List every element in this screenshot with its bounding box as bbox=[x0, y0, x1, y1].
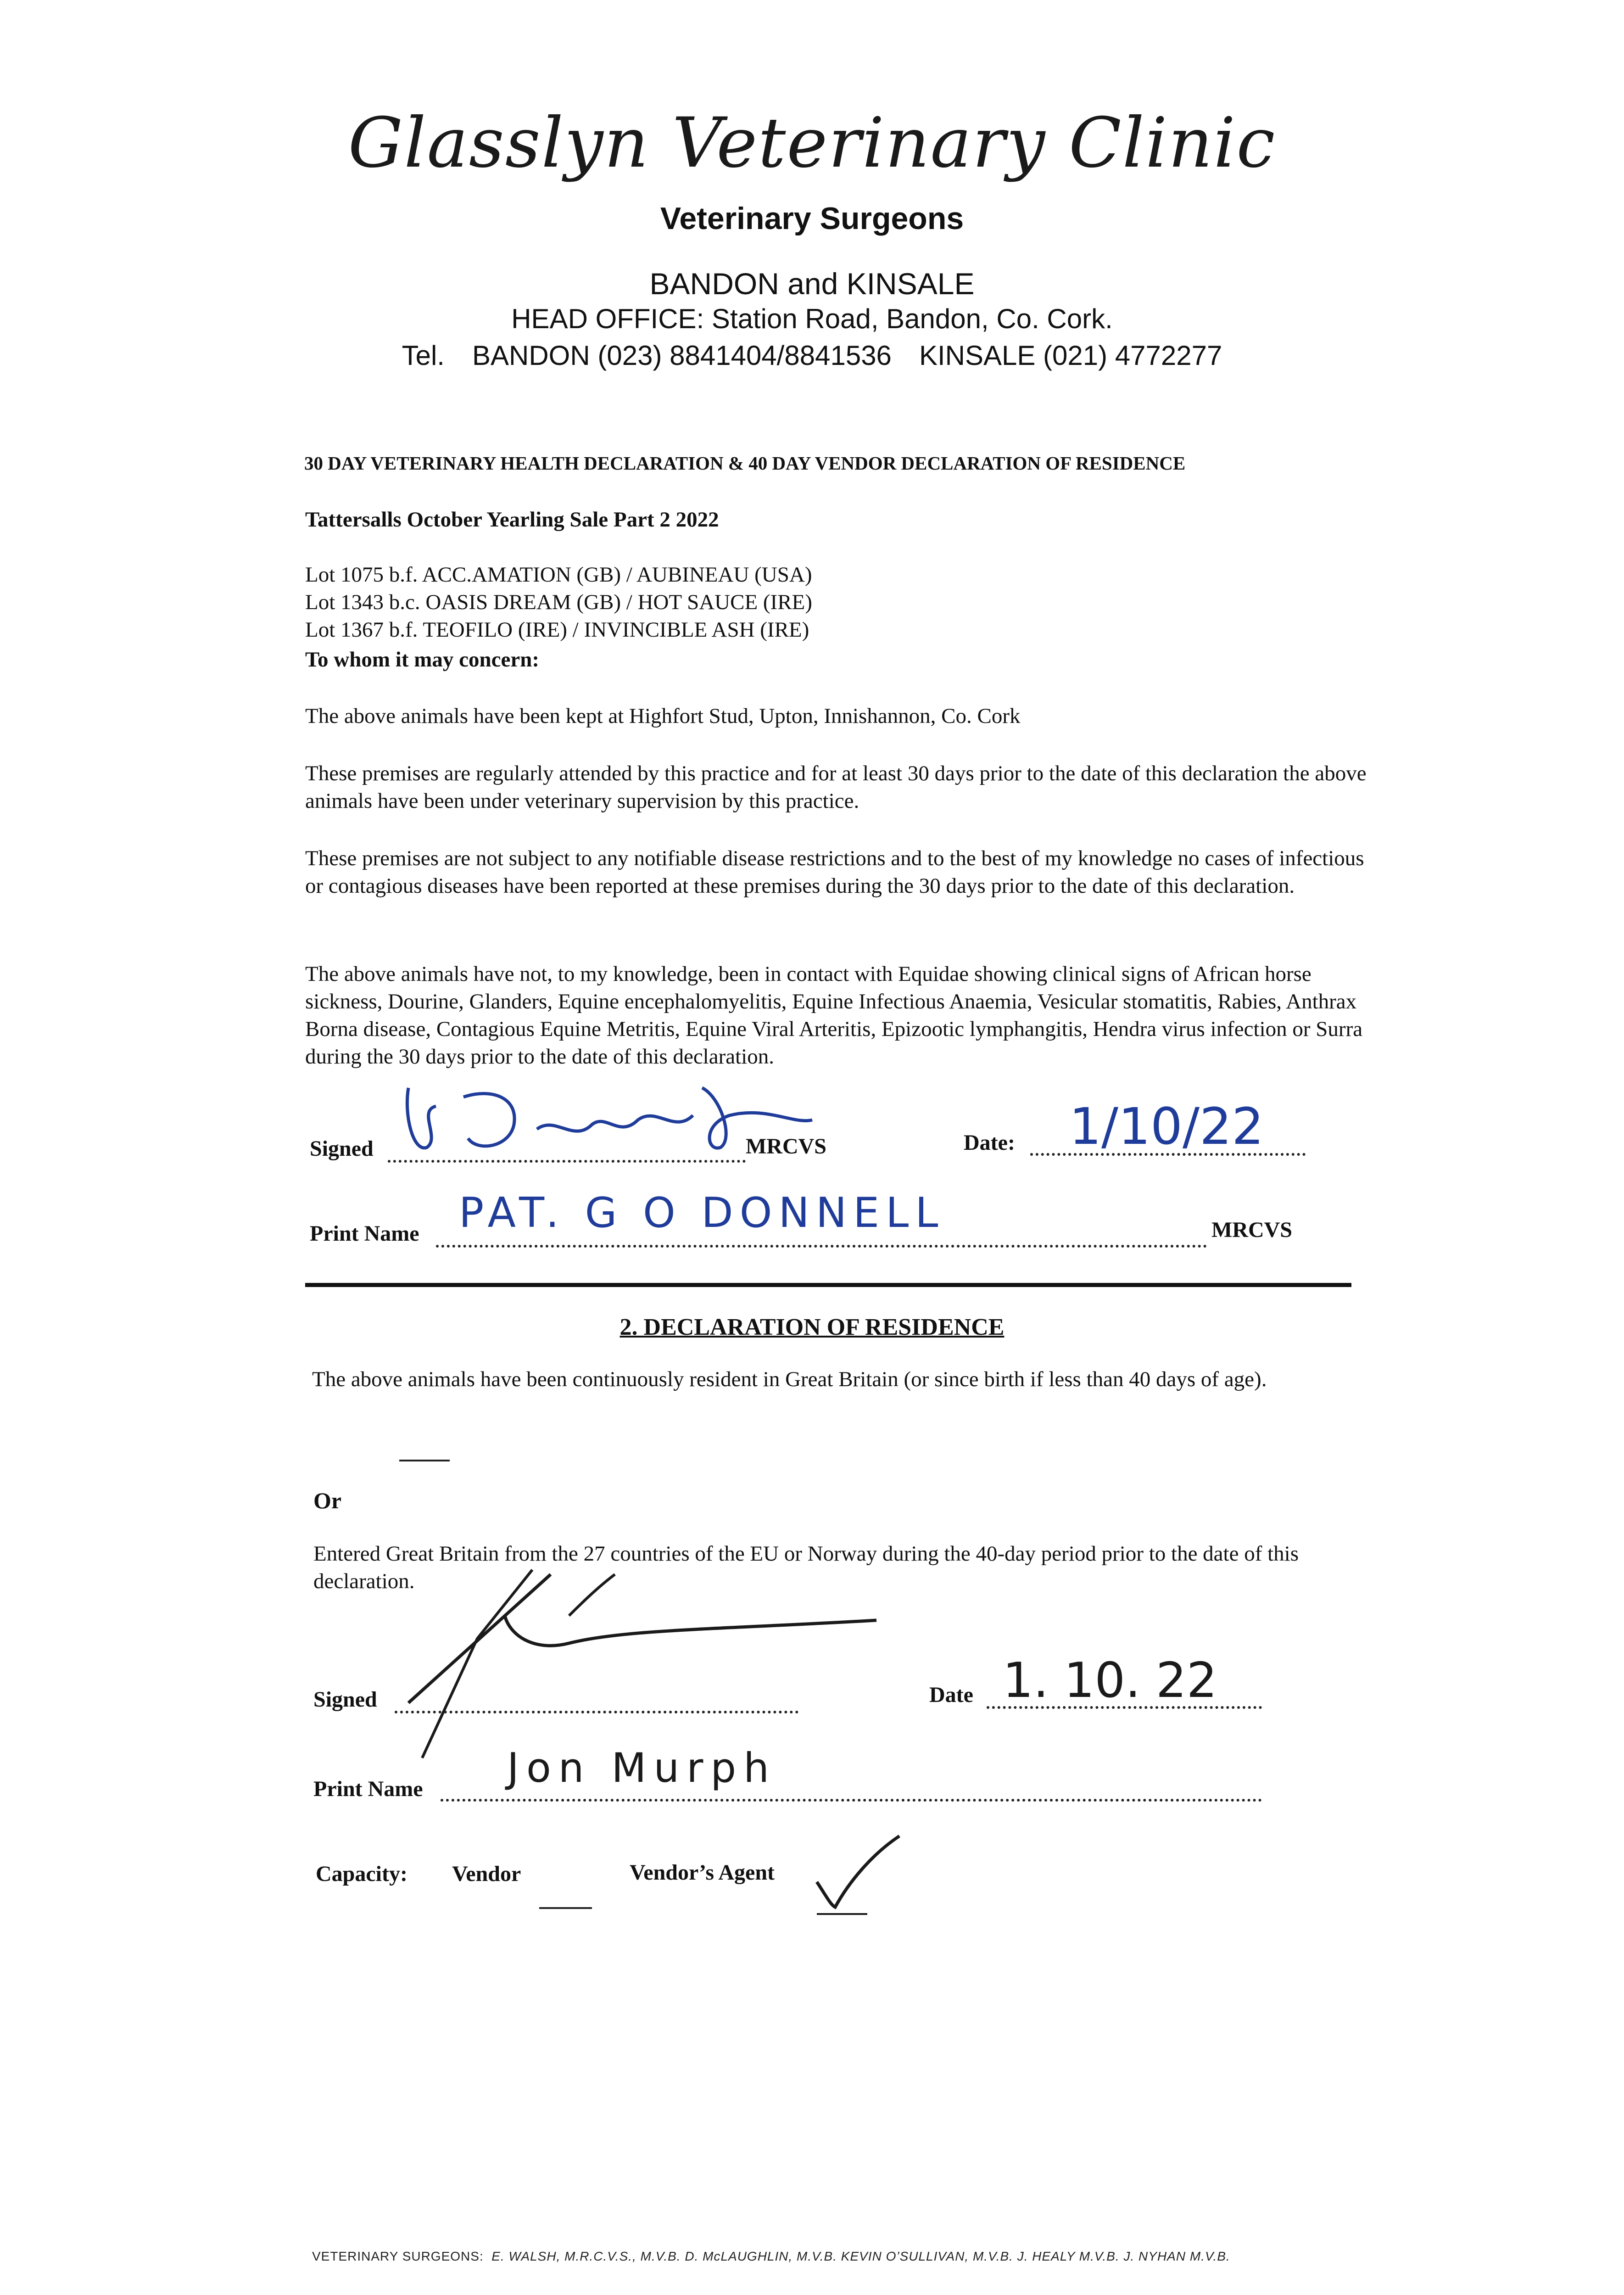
paragraph-restrictions: These premises are not subject to any notifiable disease restrictions and to the best of my knowledge no cases of infectious or contagious diseases have been reported at these premises during the 30 days prior to the date of this declaration. bbox=[305, 846, 1364, 898]
sale-name: Tattersalls October Yearling Sale Part 2 2022 bbox=[305, 508, 719, 532]
paragraph-supervision: These premises are regularly attended by this practice and for at least 30 days prior to the date of this declaration the above animals have been under veterinary supervision by this practice. bbox=[305, 761, 1367, 813]
vet-signature-graphic bbox=[399, 1069, 835, 1166]
or-label: Or bbox=[313, 1488, 342, 1513]
section-divider bbox=[305, 1283, 1351, 1287]
vendor-print-name-label: Print Name bbox=[313, 1777, 423, 1801]
telephone-line bbox=[0, 340, 1624, 371]
print-name-line bbox=[436, 1242, 1207, 1250]
clinic-name: Glasslyn Veterinary Clinic bbox=[348, 103, 1276, 183]
capacity-option-vendor: Vendor bbox=[452, 1862, 521, 1886]
footer-label: VETERINARY SURGEONS: bbox=[312, 2249, 484, 2263]
signed-label: Signed bbox=[310, 1136, 374, 1161]
date-label: Date: bbox=[964, 1131, 1015, 1155]
clinic-towns: BANDON and KINSALE bbox=[649, 267, 975, 301]
vendor-signed-label: Signed bbox=[313, 1687, 377, 1712]
lot-line: Lot 1075 b.f. ACC.AMATION (GB) / AUBINEAU (USA) bbox=[305, 563, 812, 587]
vendor-print-name-line bbox=[441, 1796, 1262, 1804]
vendor-signature-line bbox=[395, 1707, 798, 1716]
lot-line: Lot 1343 b.c. OASIS DREAM (GB) / HOT SAUCE (IRE) bbox=[305, 590, 812, 614]
vendor-date-handwritten: 1. 10. 22 bbox=[1003, 1652, 1217, 1708]
residence-paragraph: The above animals have been continuously resident in Great Britain (or since birth if less than 40 days of age). bbox=[312, 1367, 1267, 1391]
residence-heading: 2. DECLARATION OF RESIDENCE bbox=[619, 1314, 1005, 1340]
lot-line: Lot 1367 b.f. TEOFILO (IRE) / INVINCIBLE ASH (IRE) bbox=[305, 618, 809, 642]
footer-surgeon-list: E. WALSH, M.R.C.V.S., M.V.B. D. McLAUGHLIN, M.V.B. KEVIN O’SULLIVAN, M.V.B. J. HEALY M.V.B. J. NYHAN M.V.B. bbox=[491, 2249, 1230, 2263]
mrcvs-label: MRCVS bbox=[1211, 1218, 1292, 1242]
vendor-option-line bbox=[539, 1907, 592, 1909]
declaration-title: 30 DAY VETERINARY HEALTH DECLARATION & 40 DAY VENDOR DECLARATION OF RESIDENCE bbox=[304, 453, 1186, 474]
paragraph-contact: The above animals have not, to my knowledge, been in contact with Equidae showing clinical signs of African horse sickness, Dourine, Glanders, Equine encephalomyelitis, Equine Infectious Anaemia, Vesicular stomatitis, Rabies, Anthrax Borna disease, Contagious Equine Metritis, Equine Viral Arteritis, Epizootic lymphangitis, Hendra virus infection or Surra during the 30 days prior to the date of this declaration. bbox=[305, 962, 1363, 1069]
footer-surgeons bbox=[312, 2249, 1230, 2264]
residence-option-mark bbox=[399, 1460, 450, 1461]
clinic-subtitle: Veterinary Surgeons bbox=[660, 201, 964, 236]
tel-bandon: BANDON (023) 8841404/8841536 bbox=[472, 340, 892, 371]
vendor-print-name-handwritten: Jon Murph bbox=[507, 1744, 777, 1791]
salutation: To whom it may concern: bbox=[305, 648, 540, 672]
paragraph-premises: The above animals have been kept at Highfort Stud, Upton, Innishannon, Co. Cork bbox=[305, 704, 1021, 728]
vet-print-name-handwritten: PAT. G O DONNELL bbox=[459, 1189, 945, 1237]
agent-check-mark-icon bbox=[812, 1831, 904, 1916]
vet-date-handwritten: 1/10/22 bbox=[1069, 1097, 1264, 1156]
capacity-label: Capacity: bbox=[316, 1862, 407, 1886]
capacity-option-agent: Vendor’s Agent bbox=[630, 1860, 775, 1885]
entry-paragraph: Entered Great Britain from the 27 countries of the EU or Norway during the 40-day period prior to the date of this declaration. bbox=[313, 1542, 1299, 1593]
tel-label: Tel. bbox=[402, 340, 445, 371]
vendor-date-label: Date bbox=[929, 1683, 973, 1707]
print-name-label: Print Name bbox=[310, 1221, 419, 1246]
tel-kinsale: KINSALE (021) 4772277 bbox=[919, 340, 1222, 371]
mrcvs-label: MRCVS bbox=[746, 1134, 826, 1159]
vendor-signature-graphic bbox=[395, 1561, 922, 1763]
head-office-address: HEAD OFFICE: Station Road, Bandon, Co. Cork. bbox=[511, 303, 1113, 334]
